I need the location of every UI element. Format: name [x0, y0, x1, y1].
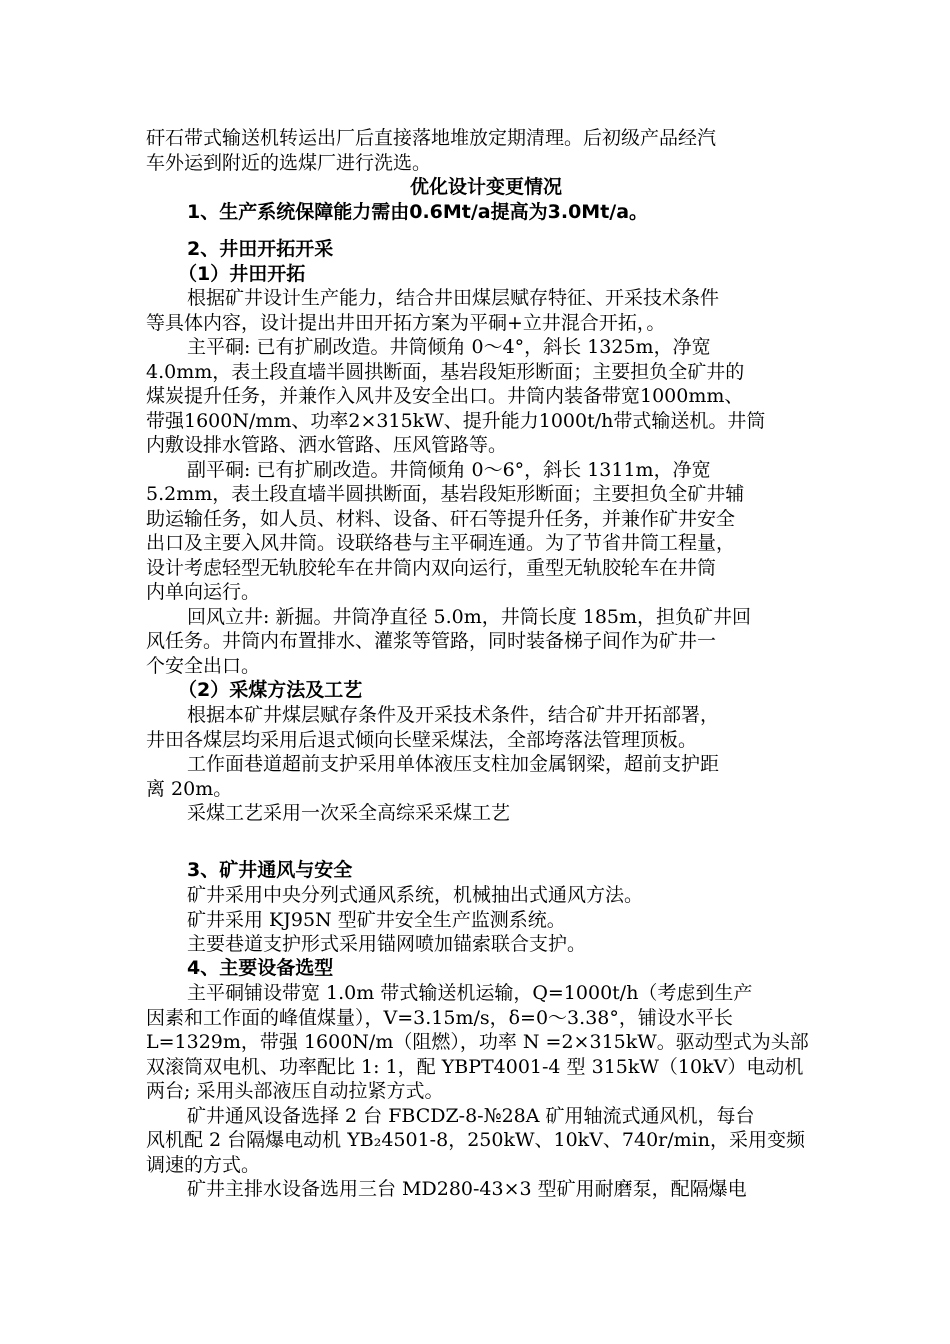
- text-line: 两台; 采用头部液压自动拉紧方式。: [146, 1080, 444, 1102]
- text-line: 根据本矿井煤层赋存条件及开采技术条件，结合矿井开拓部署，: [187, 704, 720, 726]
- heading-3: [146, 858, 826, 883]
- text-line: 矿井通风设备选择 2 台 FBCDZ-8-№28A 矿用轴流式通风机，每台: [187, 1104, 755, 1127]
- text-line: 4.0mm，表土段直墙半圆拱断面，基岩段矩形断面；主要担负全矿井的: [146, 360, 745, 383]
- text-line: 主平硐: 已有扩刷改造。井筒倾角 0～4°，斜长 1325m，净宽: [187, 336, 711, 358]
- text-line: 个安全出口。: [146, 654, 261, 677]
- text-line: 出口及主要入风井筒。设联络巷与主平硐连通。为了节省井筒工程量，: [146, 532, 736, 554]
- text-line: 因素和工作面的峰值煤量），V=3.15m/s，δ=0～3.38°，铺设水平长: [146, 1006, 733, 1029]
- body-paragraphs-1: [146, 286, 826, 678]
- heading-line: 2、井田开拓开采: [187, 238, 334, 260]
- heading-line: 优化设计变更情况: [409, 176, 562, 198]
- text-line: 内敷设排水管路、洒水管路、压风管路等。: [146, 434, 508, 456]
- section-title: [146, 175, 826, 200]
- text-line: 副平硐: 已有扩刷改造。井筒倾角 0～6°，斜长 1311m，净宽: [187, 458, 711, 481]
- heading-line: （2）采煤方法及工艺: [178, 679, 363, 701]
- body-paragraphs-2: [146, 703, 826, 826]
- text-line: 5.2mm，表土段直墙半圆拱断面，基岩段矩形断面；主要担负全矿井辅: [146, 483, 745, 505]
- body-paragraphs-3: [146, 883, 826, 957]
- text-line: 矸石带式输送机转运出厂后直接落地堆放定期清理。后初级产品经汽: [146, 127, 717, 149]
- text-line: 内单向运行。: [146, 581, 261, 603]
- heading-line: （1）井田开拓: [178, 262, 306, 285]
- heading-1: [146, 200, 826, 225]
- text-line: 助运输任务，如人员、材料、设备、矸石等提升任务，并兼作矿井安全: [146, 507, 736, 530]
- text-line: 井田各煤层均采用后退式倾向长壁采煤法，全部垮落法管理顶板。: [146, 728, 698, 751]
- heading-line: 4、主要设备选型: [187, 957, 334, 979]
- text-line: 双滚筒双电机、功率配比 1: 1，配 YBPT4001-4 型 315kW（10kV）电动机: [146, 1055, 804, 1078]
- text-line: 回风立井: 新掘。井筒净直径 5.0m，井筒长度 185m，担负矿井回: [187, 605, 752, 628]
- heading-4: [146, 956, 826, 981]
- heading-line: 1、生产系统保障能力需由0.6Mt/a提高为3.0Mt/a。: [187, 201, 649, 223]
- text-line: 离 20m。: [146, 777, 233, 800]
- text-line: 主平硐铺设带宽 1.0m 带式输送机运输，Q=1000t/h（考虑到生产: [187, 982, 753, 1004]
- text-line: 风任务。井筒内布置排水、灌浆等管路，同时装备梯子间作为矿井一: [146, 630, 717, 652]
- text-line: 调速的方式。: [146, 1153, 261, 1176]
- text-line: 工作面巷道超前支护采用单体液压支柱加金属钢梁，超前支护距: [187, 753, 720, 775]
- text-line: 风机配 2 台隔爆电动机 YB₂4501-8，250kW、10kV、740r/min，采用变频: [146, 1129, 805, 1151]
- text-line: 采煤工艺采用一次采全高综采采煤工艺: [187, 802, 511, 824]
- heading-line: 3、矿井通风与安全: [187, 859, 353, 881]
- text-line: 车外运到附近的选煤厂进行洗选。: [146, 151, 432, 174]
- body-paragraphs-4: [146, 981, 826, 1202]
- text-line: 矿井采用中央分列式通风系统，机械抽出式通风方法。: [187, 884, 644, 906]
- intro-paragraph: [146, 126, 826, 175]
- heading-2: [146, 237, 826, 286]
- text-line: 等具体内容，设计提出井田开拓方案为平硐+立井混合开拓，。: [146, 311, 666, 334]
- text-line: L=1329m，带强 1600N/m（阻燃），功率 N =2×315kW。驱动型式为头部: [146, 1031, 809, 1053]
- text-line: 煤炭提升任务，并兼作入风井及安全出口。井筒内装备带宽1000mm、: [146, 385, 744, 407]
- text-line: 带强1600N/mm、功率2×315kW、提升能力1000t/h带式输送机。井筒: [146, 409, 766, 432]
- text-line: 主要巷道支护形式采用锚网喷加锚索联合支护。: [187, 933, 587, 955]
- heading-mining-method: [146, 678, 826, 703]
- text-line: 矿井主排水设备选用三台 MD280-43×3 型矿用耐磨泵，配隔爆电: [187, 1178, 747, 1200]
- text-line: 根据矿井设计生产能力，结合井田煤层赋存特征、开采技术条件: [187, 287, 720, 309]
- text-line: 设计考虑轻型无轨胶轮车在井筒内双向运行，重型无轨胶轮车在井筒: [146, 556, 717, 579]
- text-line: 矿井采用 KJ95N 型矿井安全生产监测系统。: [187, 908, 566, 931]
